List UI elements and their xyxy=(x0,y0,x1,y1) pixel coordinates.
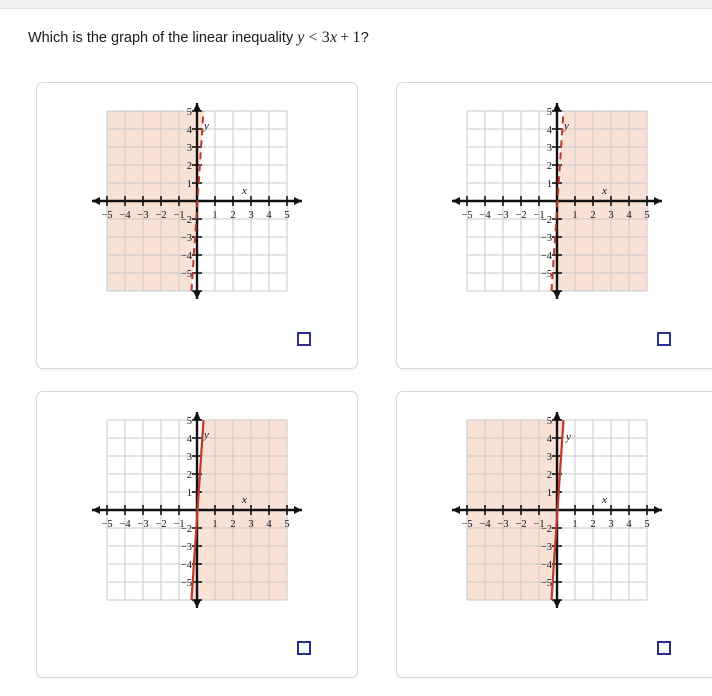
y-axis-label-d: y xyxy=(566,431,571,443)
svg-text:3: 3 xyxy=(546,452,552,463)
svg-text:−2: −2 xyxy=(515,519,527,530)
svg-text:3: 3 xyxy=(248,519,254,530)
svg-text:−4: −4 xyxy=(479,519,491,530)
option-card-c[interactable] xyxy=(36,391,358,678)
svg-text:1: 1 xyxy=(572,210,578,221)
svg-text:1: 1 xyxy=(212,519,218,530)
svg-text:5: 5 xyxy=(284,519,290,530)
svg-text:−3: −3 xyxy=(497,519,509,530)
x-axis-label-c: x xyxy=(242,494,247,506)
x-axis-label-b: x xyxy=(602,185,607,197)
svg-text:−5: −5 xyxy=(540,578,552,589)
svg-text:4: 4 xyxy=(626,210,632,221)
graph-c xyxy=(82,410,312,610)
svg-text:4: 4 xyxy=(626,519,632,530)
svg-text:2: 2 xyxy=(546,161,552,172)
svg-text:2: 2 xyxy=(590,519,596,530)
svg-text:−1: −1 xyxy=(173,210,185,221)
answer-options xyxy=(0,78,712,692)
svg-text:3: 3 xyxy=(608,519,614,530)
svg-text:5: 5 xyxy=(284,210,290,221)
svg-text:1: 1 xyxy=(546,179,552,190)
svg-text:1: 1 xyxy=(186,488,192,499)
svg-text:−4: −4 xyxy=(540,560,552,571)
svg-text:−2: −2 xyxy=(180,215,192,226)
option-card-b[interactable] xyxy=(396,82,712,369)
question-suffix: ? xyxy=(360,30,369,46)
graph-a xyxy=(82,101,312,301)
graph-b xyxy=(442,101,672,301)
svg-text:4: 4 xyxy=(266,210,272,221)
svg-text:2: 2 xyxy=(186,161,192,172)
svg-text:−1: −1 xyxy=(173,519,185,530)
svg-text:−3: −3 xyxy=(540,542,552,553)
svg-text:−5: −5 xyxy=(540,269,552,280)
expand-icon-d[interactable] xyxy=(657,641,671,655)
svg-text:5: 5 xyxy=(186,416,192,427)
option-card-d[interactable] xyxy=(396,391,712,678)
expand-icon-c[interactable] xyxy=(297,641,311,655)
svg-text:4: 4 xyxy=(186,125,192,136)
expr-plus: + xyxy=(340,29,350,46)
svg-text:−4: −4 xyxy=(540,251,552,262)
expr-constant: 1 xyxy=(352,29,361,46)
svg-text:3: 3 xyxy=(186,452,192,463)
svg-text:−5: −5 xyxy=(180,578,192,589)
question-text xyxy=(28,28,688,49)
svg-text:5: 5 xyxy=(546,107,552,118)
x-axis-label-a: x xyxy=(242,185,247,197)
expr-coefficient: 3 xyxy=(321,29,330,46)
svg-text:−2: −2 xyxy=(155,519,167,530)
svg-text:2: 2 xyxy=(590,210,596,221)
svg-text:3: 3 xyxy=(608,210,614,221)
y-axis-label-c: y xyxy=(204,429,209,441)
svg-text:5: 5 xyxy=(644,210,650,221)
svg-text:2: 2 xyxy=(230,210,236,221)
svg-text:5: 5 xyxy=(644,519,650,530)
graph-svg-d xyxy=(442,410,672,610)
graph-svg-b xyxy=(442,101,672,301)
svg-text:−5: −5 xyxy=(101,519,113,530)
svg-text:−2: −2 xyxy=(540,524,552,535)
expr-y: y xyxy=(297,29,305,46)
svg-text:−5: −5 xyxy=(180,269,192,280)
svg-text:4: 4 xyxy=(546,125,552,136)
top-bar xyxy=(0,0,712,9)
svg-text:−1: −1 xyxy=(533,519,545,530)
svg-text:−4: −4 xyxy=(119,519,131,530)
graph-d xyxy=(442,410,672,610)
svg-text:3: 3 xyxy=(248,210,254,221)
svg-text:−5: −5 xyxy=(461,519,473,530)
expr-x: x xyxy=(329,29,338,46)
svg-text:−3: −3 xyxy=(180,233,192,244)
tick-labels-y-b xyxy=(541,107,553,280)
option-card-a[interactable] xyxy=(36,82,358,369)
svg-text:1: 1 xyxy=(546,488,552,499)
expand-icon-b[interactable] xyxy=(657,332,671,346)
svg-text:−2: −2 xyxy=(540,215,552,226)
svg-text:−2: −2 xyxy=(180,524,192,535)
svg-text:2: 2 xyxy=(546,470,552,481)
tick-labels-y-c xyxy=(181,416,193,589)
svg-text:3: 3 xyxy=(186,143,192,154)
svg-text:−3: −3 xyxy=(497,210,509,221)
x-axis-label-d: x xyxy=(602,494,607,506)
graph-svg-c xyxy=(82,410,312,610)
question-expression xyxy=(297,29,361,46)
svg-text:1: 1 xyxy=(186,179,192,190)
svg-text:−3: −3 xyxy=(137,210,149,221)
y-axis-label-a: y xyxy=(204,120,209,132)
svg-text:−4: −4 xyxy=(479,210,491,221)
svg-text:−4: −4 xyxy=(180,560,192,571)
svg-text:−4: −4 xyxy=(119,210,131,221)
svg-text:4: 4 xyxy=(266,519,272,530)
svg-text:−5: −5 xyxy=(461,210,473,221)
svg-text:2: 2 xyxy=(186,470,192,481)
svg-text:−1: −1 xyxy=(533,210,545,221)
svg-text:5: 5 xyxy=(186,107,192,118)
svg-text:−3: −3 xyxy=(137,519,149,530)
expand-icon-a[interactable] xyxy=(297,332,311,346)
svg-text:4: 4 xyxy=(546,434,552,445)
svg-text:−3: −3 xyxy=(180,542,192,553)
svg-text:−2: −2 xyxy=(515,210,527,221)
svg-text:1: 1 xyxy=(212,210,218,221)
expr-less-than: < xyxy=(308,29,318,46)
svg-text:−4: −4 xyxy=(180,251,192,262)
svg-text:5: 5 xyxy=(546,416,552,427)
svg-text:1: 1 xyxy=(572,519,578,530)
svg-text:2: 2 xyxy=(230,519,236,530)
svg-text:3: 3 xyxy=(546,143,552,154)
y-axis-label-b: y xyxy=(564,120,569,132)
graph-svg-a xyxy=(82,101,312,301)
svg-text:−5: −5 xyxy=(101,210,113,221)
svg-text:−2: −2 xyxy=(155,210,167,221)
svg-text:4: 4 xyxy=(186,434,192,445)
question-prefix: Which is the graph of the linear inequality xyxy=(28,30,298,46)
svg-text:−3: −3 xyxy=(540,233,552,244)
